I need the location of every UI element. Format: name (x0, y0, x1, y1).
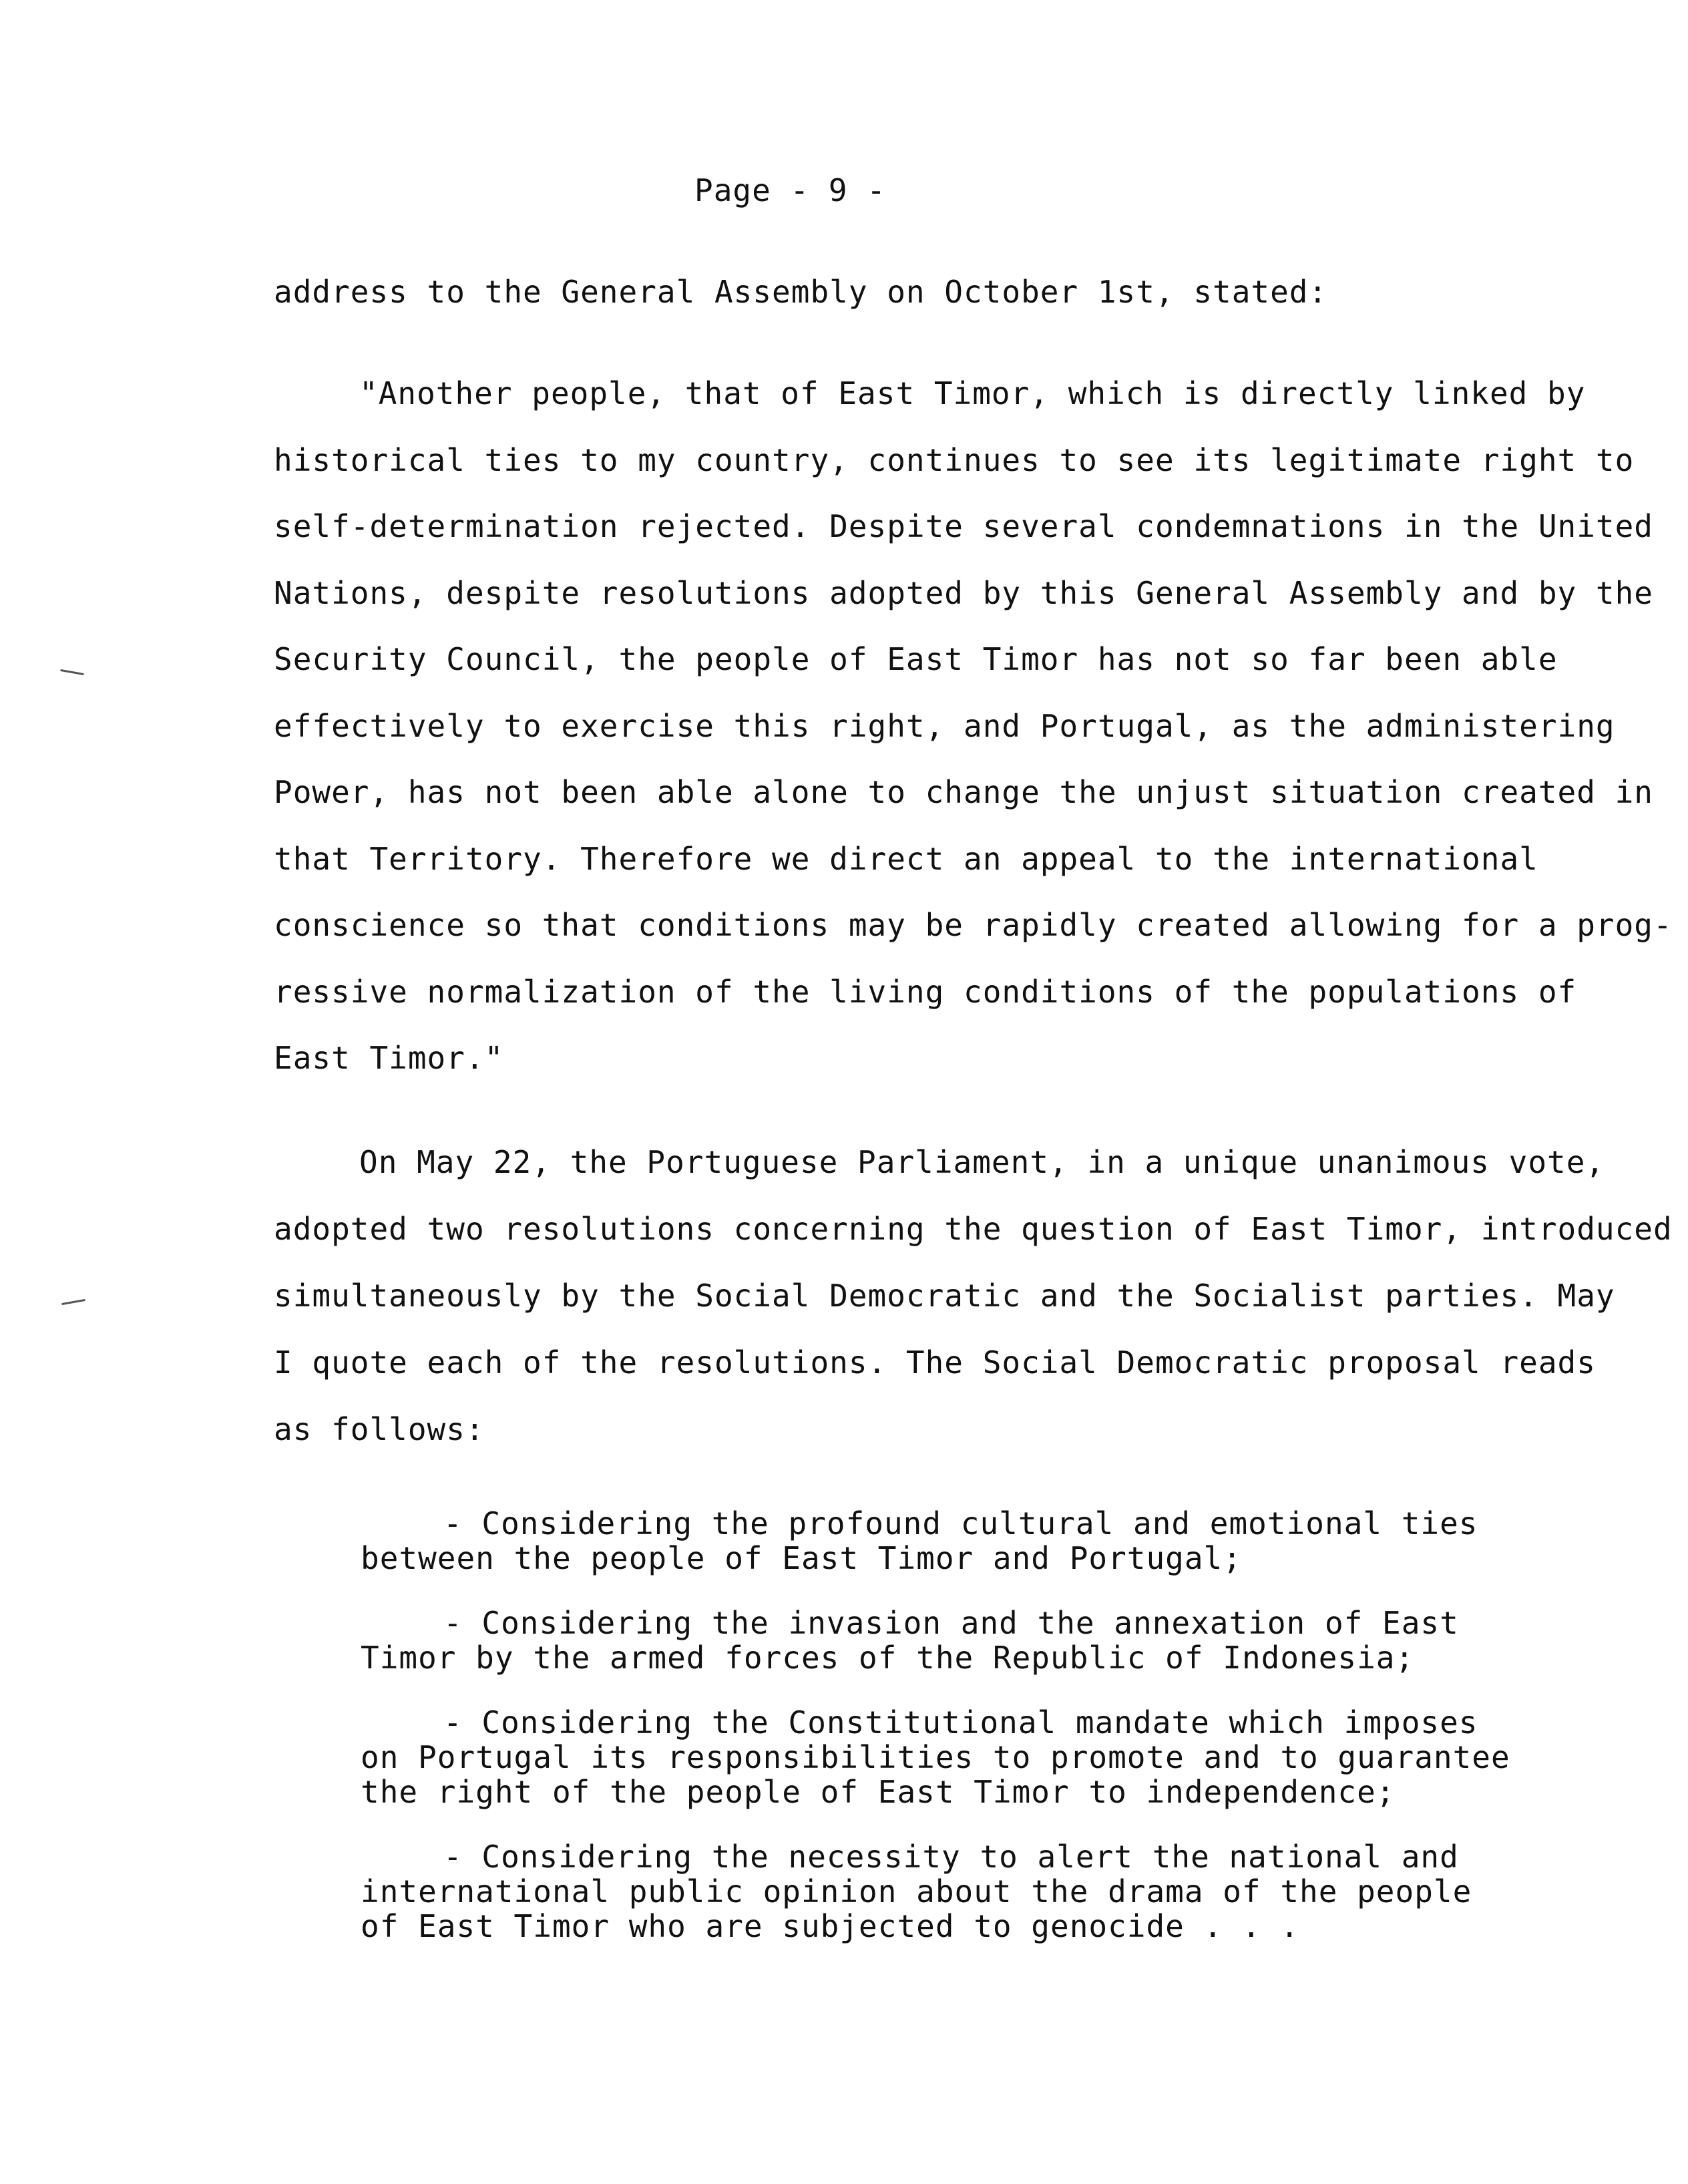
item-line: of East Timor who are subjected to genocide . . . (361, 1908, 1300, 1944)
quote-line: conscience so that conditions may be rapidly created allowing for a prog- (274, 907, 1673, 943)
item-line: - Considering the Constitutional mandate which imposes (443, 1704, 1478, 1741)
quote-line: that Territory. Therefore we direct an appeal to the international (274, 840, 1538, 877)
quote-line: Power, has not been able alone to change the unjust situation created in (274, 774, 1653, 810)
scan-margin-mark (60, 669, 84, 675)
list-item (361, 1606, 1496, 1675)
item-line: - Considering the invasion and the annexation of East (443, 1605, 1459, 1641)
list-item (361, 1506, 1496, 1576)
quote-line: historical ties to my country, continues to see its legitimate right to (274, 441, 1635, 478)
parliament-paragraph (274, 1129, 1673, 1463)
item-line: the right of the people of East Timor to independence; (361, 1774, 1396, 1810)
paragraph-line: simultaneously by the Social Democratic and the Socialist parties. May (274, 1278, 1615, 1314)
quoted-statement (274, 361, 1673, 1092)
item-line: on Portugal its responsibilities to promote and to guarantee (361, 1739, 1510, 1775)
list-item (361, 1839, 1496, 1944)
resolution-considerations-list (361, 1505, 1510, 1974)
quote-line: Nations, despite resolutions adopted by this General Assembly and by the (274, 574, 1653, 611)
page-number-header: Page - 9 - (694, 172, 886, 208)
quote-line: effectively to exercise this right, and Portugal, as the administering (274, 707, 1615, 744)
quote-line: East Timor." (274, 1040, 504, 1076)
item-line: Timor by the armed forces of the Republic of Indonesia; (361, 1640, 1415, 1676)
item-line: - Considering the necessity to alert the national and (443, 1839, 1459, 1875)
intro-line: address to the General Assembly on October 1st, stated: (274, 274, 1328, 310)
quote-line: ressive normalization of the living conditions of the populations of (274, 973, 1577, 1010)
quote-line: self-determination rejected. Despite several condemnations in the United (274, 508, 1653, 544)
quote-line: "Another people, that of East Timor, which is directly linked by (359, 375, 1586, 411)
paragraph-line: I quote each of the resolutions. The Social Democratic proposal reads (274, 1344, 1596, 1381)
scan-margin-mark (61, 1299, 85, 1305)
list-item (361, 1704, 1510, 1810)
paragraph-line: adopted two resolutions concerning the question of East Timor, introduced (274, 1211, 1673, 1247)
item-line: - Considering the profound cultural and emotional ties (443, 1505, 1478, 1541)
paragraph-line: On May 22, the Portuguese Parliament, in a unique unanimous vote, (359, 1144, 1605, 1180)
item-line: between the people of East Timor and Portugal; (361, 1540, 1242, 1576)
item-line: international public opinion about the drama of the people (361, 1873, 1472, 1909)
paragraph-line: as follows: (274, 1411, 485, 1447)
quote-line: Security Council, the people of East Timor has not so far been able (274, 641, 1558, 677)
